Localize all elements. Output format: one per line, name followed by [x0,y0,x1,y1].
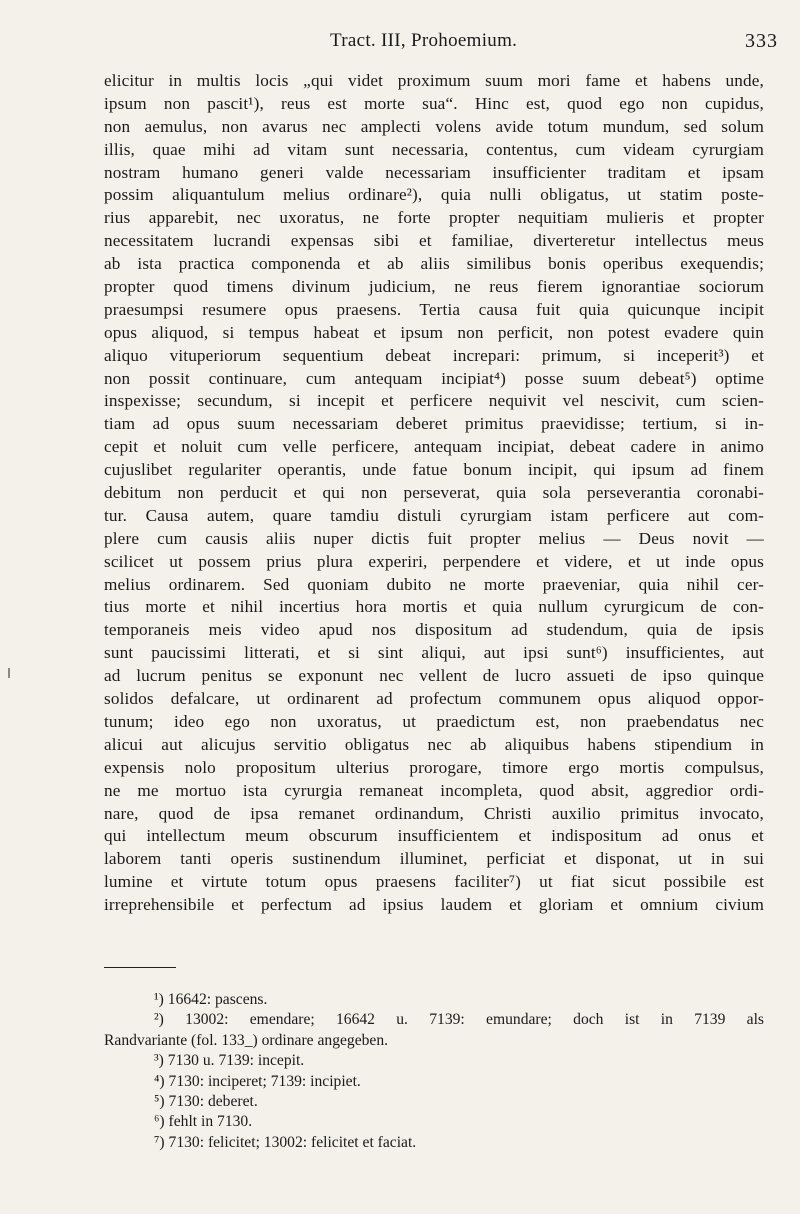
text-line: alicui aut alicujus servitio obligatus nec ab aliquibus habens stipendium in [104,734,764,754]
text-line: expensis nolo propositum ulterius prorogare, timore ergo mortis compulsus, [104,757,764,777]
text-line: tiam ad opus suum necessariam deberet primitus praevidisse; tertium, si in- [104,414,764,434]
text-line: ab ista practica componenda et ab aliis similibus bonis operibus exequendis; [104,254,764,274]
text-line: lumine et virtute totum opus praesens faciliter⁷) ut fiat sicut possibile est [104,872,764,892]
text-line: ipsum non pascit¹), reus est morte sua“. Hinc est, quod ego non cupidus, [104,93,764,113]
footnote: ⁵) 7130: deberet. [154,1092,258,1110]
page-header [0,30,800,60]
main-text [104,70,764,917]
footnote: ²) 13002: emendare; 16642 u. 7139: emundare; doch ist in 7139 als [154,1011,764,1029]
footnote: ⁷) 7130: felicitet; 13002: felicitet et faciat. [154,1133,417,1151]
text-line: necessitatem lucrandi expensas sibi et familiae, diverteretur intellectus meus [104,231,764,251]
text-line: solidos defalcare, ut ordinarent ad profectum communem opus aliquod oppor- [104,689,764,709]
footnote: ⁶) fehlt in 7130. [154,1113,253,1131]
footnote: ³) 7130 u. 7139: incepit. [154,1052,305,1070]
text-line: ne me mortuo ista cyrurgia remaneat incompleta, quod absit, aggredior ordi- [104,780,764,800]
footnote: ¹) 16642: pascens. [154,991,268,1008]
text-line: laborem tanti operis sustinendum illuminet, perficiat et disponat, ut in sui [104,849,764,869]
text-line: non aemulus, non avarus nec amplecti volens avide totum mundum, sed solum [104,116,764,136]
page-number: 333 [745,30,778,52]
text-line: cepit et noluit cum velle perficere, antequam incipiat, debeat cadere in animo [104,437,764,457]
text-line: nostram humano generi valde necessariam insufficienter traditam et ipsam [104,162,764,182]
text-line: scilicet ut possem prius plura experiri, perpendere et videre, et ut inde opus [104,551,764,571]
text-line: sunt paucissimi litterati, et si sint aliqui, aut ipsi sunt⁶) insufficientes, aut [104,643,764,663]
text-line: temporaneis meis video apud nos dispositum ad studendum, quia de ipsis [104,620,764,640]
text-line: debitum non perducit et qui non perseverat, quia sola perseverantia coronabi- [104,483,764,503]
text-line: tur. Causa autem, quare tamdiu distuli cyrurgiam istam perficere aut com- [104,505,764,525]
text-line: melius ordinarem. Sed quoniam dubito ne morte praeveniar, quia nihil cer- [104,574,764,594]
text-line: aliquo vituperiorum sequentium debeat increpari: primum, si inceperit³) et [104,345,764,365]
text-line: illis, quae mihi ad vitam sunt necessaria, contentus, cum videam cyrurgiam [104,139,764,159]
running-title: Tract. III, Prohoemium. [330,30,518,51]
text-line: praesumpsi resumere opus praesens. Tertia causa fuit quia quicunque incipit [104,299,764,319]
footnote: Randvariante (fol. 133_) ordinare angegeben. [104,1031,389,1049]
text-line: elicitur in multis locis „qui videt proximum suum mori fame et habens unde, [104,71,764,90]
text-line: inspexisse; secundum, si incepit et perficere nequivit vel nescivit, cum scien- [104,391,764,411]
text-line: possim aliquantulum melius ordinare²), quia nulli obligatus, ut statim poste- [104,185,764,205]
footnotes [104,990,764,1153]
margin-mark [8,668,10,678]
text-line: tius morte et nihil incertius hora mortis et quia nullum cyrurgicum de con- [104,597,764,617]
text-line: rius apparebit, nec uxoratus, ne forte propter nequitiam mulieris et propter [104,208,764,228]
text-line: irreprehensibile et perfectum ad ipsius laudem et gloriam et omnium civium [104,895,764,915]
footnote: ⁴) 7130: inciperet; 7139: incipiet. [154,1072,361,1090]
text-line: cujuslibet regulariter operantis, unde fatue bonum incipit, qui ipsum ad finem [104,460,764,480]
text-line: propter quod timens divinum judicium, ne reus fierem ignorantiae sociorum [104,277,764,297]
text-line: tunum; ideo ego non uxoratus, ut praedictum est, non praebendatus nec [104,711,764,731]
footnote-separator [104,967,176,968]
text-line: opus aliquod, si tempus habeat et ipsum non perficit, non potest evadere quin [104,322,764,342]
text-line: qui intellectum meum obscurum insufficientem et indispositum ad onus et [104,826,764,846]
text-line: nare, quod de ipsa remanet ordinandum, Christi auxilio primitus invocato, [104,803,764,823]
text-line: ad lucrum penitus se exponunt nec vellent de lucro assueti de ipso quinque [104,666,764,686]
text-line: non possit continuare, cum antequam incipiat⁴) posse suum debeat⁵) optime [104,368,764,388]
text-line: plere cum causis aliis nuper dictis fuit propter melius — Deus novit — [104,528,764,548]
